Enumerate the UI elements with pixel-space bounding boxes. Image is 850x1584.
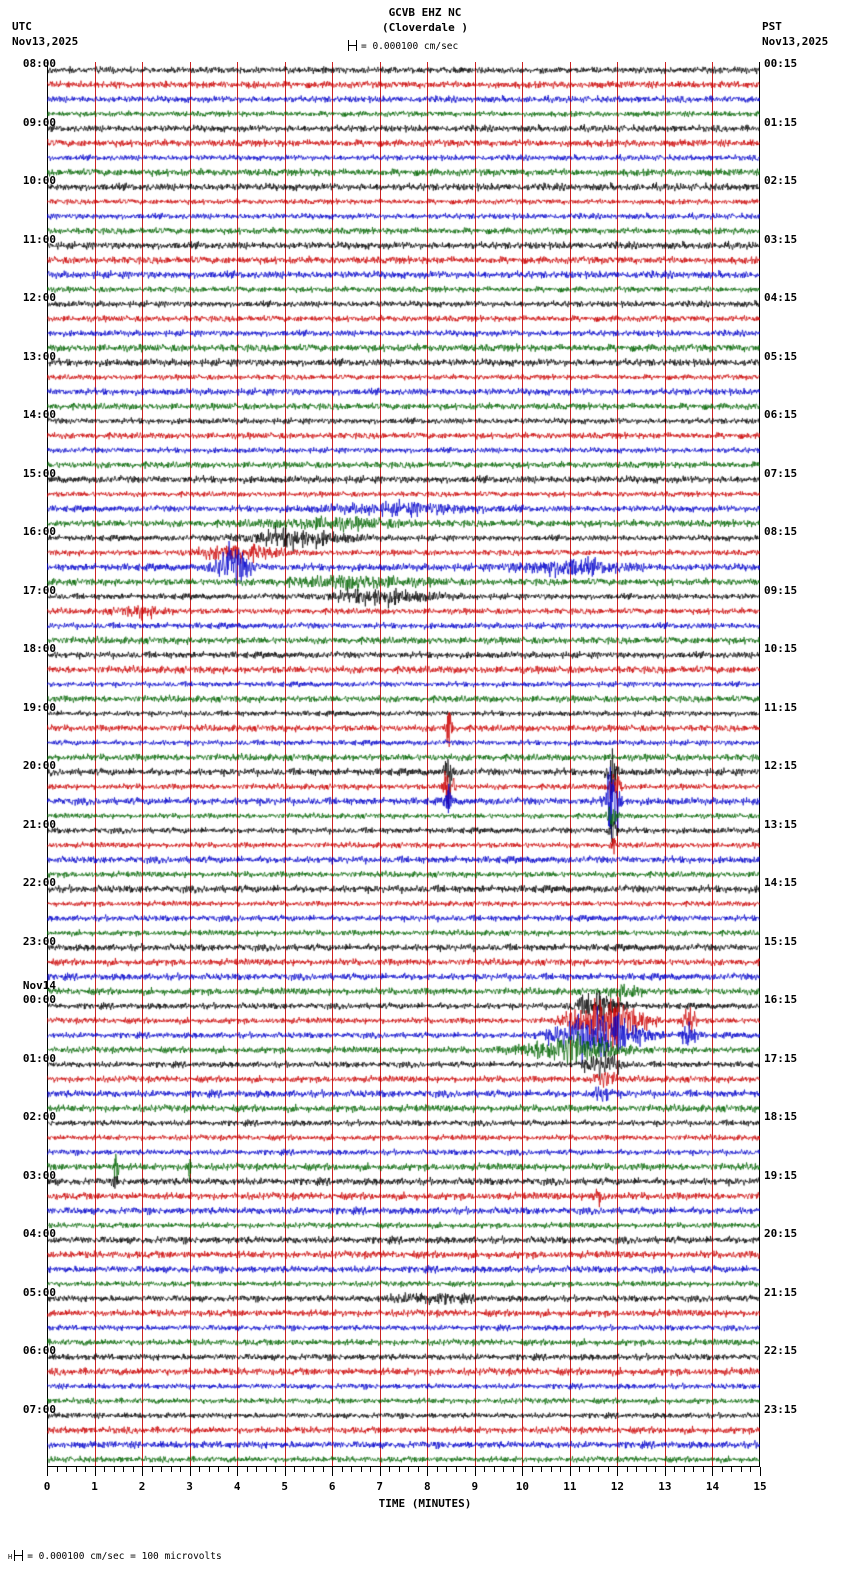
tick	[636, 1467, 637, 1472]
scale-reference	[348, 40, 458, 52]
tick	[247, 1467, 248, 1472]
pst-hour-label: 11:15	[764, 700, 798, 714]
scale-reference-text: = 0.000100 cm/sec	[361, 41, 459, 52]
pst-hour-label: 09:15	[764, 583, 798, 597]
pst-hour-label: 12:15	[764, 759, 798, 772]
tick	[503, 1467, 504, 1472]
tick	[456, 1467, 457, 1472]
axis-tick-label: 8	[423, 1480, 431, 1493]
tick	[199, 1467, 200, 1472]
pst-hour-label: 14:15	[764, 876, 798, 889]
pst-hour-label: 20:15	[764, 1227, 798, 1240]
axis-tick-label: 4	[233, 1480, 241, 1493]
tick	[313, 1467, 314, 1472]
axis-tick-label: 12	[610, 1480, 625, 1493]
tick	[437, 1467, 438, 1472]
tick	[627, 1467, 628, 1472]
axis-tick-label: 1	[91, 1480, 98, 1493]
utc-hour-label: 01:00	[22, 1051, 56, 1065]
tick	[731, 1467, 732, 1472]
utc-hour-label: 21:00	[22, 817, 56, 831]
footer-scale-bar-icon	[14, 1550, 23, 1561]
tick	[361, 1467, 362, 1472]
utc-hour-label: 16:00	[22, 525, 56, 538]
tick	[123, 1467, 124, 1472]
pst-hour-label: 08:15	[764, 525, 798, 538]
pst-hour-label: 18:15	[764, 1110, 798, 1123]
seismic-traces	[47, 62, 760, 1466]
helicorder-plot	[47, 62, 760, 1466]
tick	[551, 1467, 552, 1472]
utc-hour-label: 08:00	[22, 57, 56, 70]
pst-axis-label: PST	[762, 20, 782, 33]
station-title: GCVB EHZ NC	[388, 6, 462, 19]
tick	[465, 1467, 466, 1472]
tick	[560, 1467, 561, 1472]
tick	[133, 1467, 134, 1472]
tick	[180, 1467, 181, 1472]
tick	[57, 1467, 58, 1472]
tick	[598, 1467, 599, 1472]
tick	[380, 1467, 381, 1476]
utc-hour-label: 14:00	[22, 408, 56, 421]
tick	[370, 1467, 371, 1472]
pst-hour-label: 23:15	[764, 1402, 798, 1416]
footer-scale-note	[8, 1550, 222, 1562]
footer-text: = 0.000100 cm/sec = 100 microvolts	[27, 1551, 222, 1562]
axis-tick-label: 15	[753, 1480, 767, 1493]
pst-hour-label: 03:15	[764, 232, 798, 246]
tick	[85, 1467, 86, 1472]
tick	[266, 1467, 267, 1472]
tick	[475, 1467, 476, 1476]
tick	[114, 1467, 115, 1472]
tick	[693, 1467, 694, 1472]
tick	[446, 1467, 447, 1472]
tick	[351, 1467, 352, 1472]
footer-prefix: H	[8, 1553, 13, 1561]
utc-hour-label: 03:00	[22, 1168, 56, 1182]
pst-date: Nov13,2025	[762, 35, 829, 48]
axis-tick-label: 0	[43, 1480, 51, 1493]
tick	[104, 1467, 105, 1472]
tick	[389, 1467, 390, 1472]
pst-hour-label: 22:15	[764, 1344, 798, 1357]
tick	[323, 1467, 324, 1472]
tick	[399, 1467, 400, 1472]
tick	[513, 1467, 514, 1472]
station-subtitle: (Cloverdale )	[381, 21, 469, 34]
utc-hour-label: 15:00	[22, 466, 56, 480]
utc-date: Nov13,2025	[12, 35, 79, 48]
tick	[66, 1467, 67, 1472]
axis-tick-label: 10	[515, 1480, 529, 1493]
tick	[712, 1467, 713, 1476]
utc-hour-label: 04:00	[22, 1227, 56, 1240]
tick	[608, 1467, 609, 1472]
tick	[256, 1467, 257, 1472]
utc-hour-label: 06:00	[22, 1344, 56, 1357]
axis-tick-label: 3	[186, 1480, 193, 1493]
axis-tick-label: 11	[563, 1480, 577, 1493]
tick	[579, 1467, 580, 1472]
pst-hour-label: 04:15	[764, 291, 798, 304]
tick	[304, 1467, 305, 1472]
tick	[750, 1467, 751, 1472]
scale-bar-icon	[348, 40, 357, 51]
pst-hour-label: 01:15	[764, 115, 798, 129]
utc-hour-label: 09:00	[22, 115, 56, 129]
tick	[76, 1467, 77, 1472]
day-break-label: Nov14	[22, 979, 56, 992]
tick	[209, 1467, 210, 1472]
axis-tick-label: 9	[471, 1480, 479, 1493]
tick	[228, 1467, 229, 1472]
tick	[646, 1467, 647, 1472]
tick	[142, 1467, 143, 1476]
tick	[190, 1467, 191, 1476]
utc-hour-label: 23:00	[22, 934, 56, 948]
utc-hour-label: 20:00	[22, 759, 56, 772]
pst-hour-label: 13:15	[764, 817, 798, 831]
pst-hour-label: 19:15	[764, 1168, 798, 1182]
axis-tick-label: 2	[138, 1480, 146, 1493]
tick	[332, 1467, 333, 1476]
tick	[342, 1467, 343, 1472]
tick	[47, 1467, 48, 1476]
utc-hour-label: 12:00	[22, 291, 56, 304]
tick	[218, 1467, 219, 1472]
utc-hour-label: 07:00	[22, 1402, 56, 1416]
tick	[418, 1467, 419, 1472]
pst-hour-label: 07:15	[764, 466, 798, 480]
pst-hour-label: 06:15	[764, 408, 798, 421]
tick	[741, 1467, 742, 1472]
utc-hour-label: 22:00	[22, 876, 56, 889]
tick	[95, 1467, 96, 1476]
pst-hour-label: 21:15	[764, 1285, 798, 1299]
tick	[589, 1467, 590, 1472]
utc-hour-label: 10:00	[22, 174, 56, 187]
tick	[617, 1467, 618, 1476]
tick	[665, 1467, 666, 1476]
tick	[570, 1467, 571, 1476]
tick	[655, 1467, 656, 1472]
tick	[532, 1467, 533, 1472]
tick	[161, 1467, 162, 1472]
pst-hour-label: 00:15	[764, 57, 798, 70]
pst-hour-label: 15:15	[764, 934, 798, 948]
utc-hour-label: 13:00	[22, 349, 56, 363]
time-axis	[47, 1466, 760, 1480]
tick	[294, 1467, 295, 1472]
axis-tick-label: 5	[281, 1480, 288, 1493]
tick	[684, 1467, 685, 1472]
utc-hour-label: 02:00	[22, 1110, 56, 1123]
tick	[285, 1467, 286, 1476]
tick	[522, 1467, 523, 1476]
pst-hour-label: 17:15	[764, 1051, 798, 1065]
axis-ticks	[47, 1466, 760, 1476]
axis-tick-label: 7	[376, 1480, 384, 1493]
utc-hour-label: 18:00	[22, 642, 56, 655]
tick	[484, 1467, 485, 1472]
utc-hour-label: 19:00	[22, 700, 56, 714]
pst-hour-label: 16:15	[764, 993, 798, 1006]
tick	[494, 1467, 495, 1472]
utc-axis-label: UTC	[12, 20, 32, 33]
tick	[408, 1467, 409, 1472]
pst-hour-label: 05:15	[764, 349, 798, 363]
tick	[722, 1467, 723, 1472]
tick	[152, 1467, 153, 1472]
tick	[541, 1467, 542, 1472]
utc-hour-label: 17:00	[22, 583, 56, 597]
utc-hour-label: 05:00	[22, 1285, 56, 1299]
tick	[275, 1467, 276, 1472]
utc-hour-label: 00:00	[22, 993, 56, 1006]
axis-tick-label: 6	[328, 1480, 336, 1493]
axis-tick-label: 14	[705, 1480, 720, 1493]
pst-hour-label: 10:15	[764, 642, 798, 655]
tick	[237, 1467, 238, 1476]
tick	[703, 1467, 704, 1472]
tick	[171, 1467, 172, 1472]
axis-tick-label: 13	[658, 1480, 672, 1493]
tick	[427, 1467, 428, 1476]
axis-title: TIME (MINUTES)	[378, 1497, 472, 1510]
pst-hour-label: 02:15	[764, 174, 798, 187]
tick	[760, 1467, 761, 1476]
utc-hour-label: 11:00	[22, 232, 56, 246]
tick	[674, 1467, 675, 1472]
